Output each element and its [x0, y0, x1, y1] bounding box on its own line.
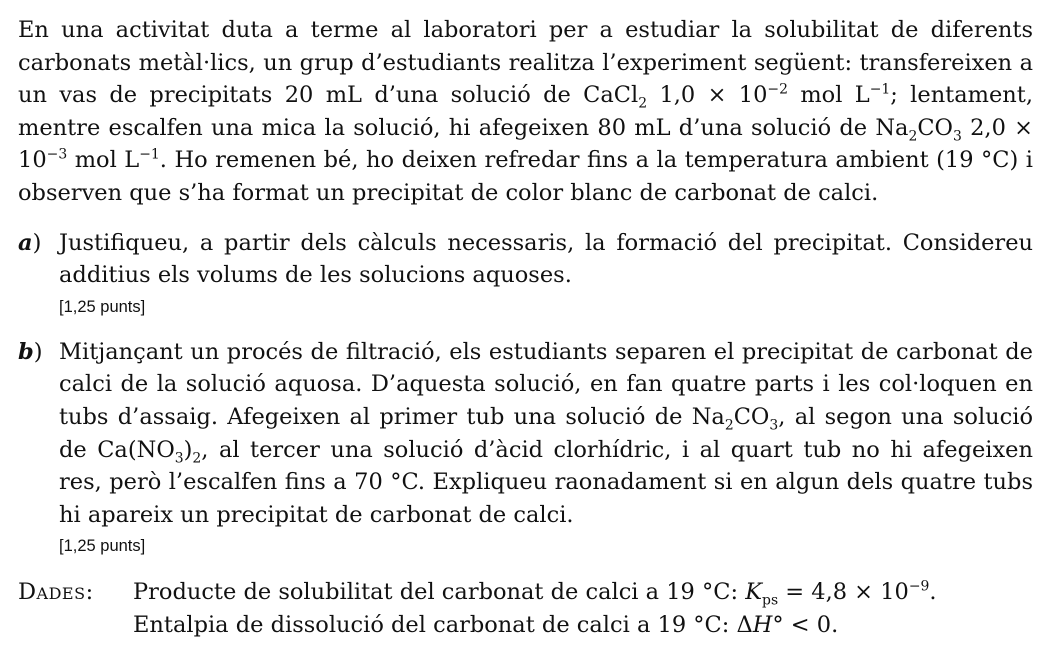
question-a	[18, 227, 1033, 319]
intro-text-2: 1,0 × 10	[647, 82, 768, 109]
intro-text-7: mol L	[67, 147, 140, 174]
data-enthalpy-text: Entalpia de dissolució del carbonat de calci a 19 °C: Δ	[133, 611, 753, 638]
qb-sub-4: 2	[192, 450, 202, 467]
intro-text-6: 2,0 × 10	[18, 114, 1033, 174]
intro-text-4: ; lentament, mentre escalfen una mica la solució, hi afegeixen 80 mL d’una solució de Na	[18, 82, 1033, 141]
qb-sub-2: 3	[769, 417, 779, 434]
qb-sub-3: 3	[174, 450, 184, 467]
qb-text-2: CO	[733, 403, 770, 430]
question-b-points: [1,25 punts]	[59, 537, 146, 556]
data-ksp-value: = 4,8 × 10	[778, 579, 909, 606]
data-heading: Dades:	[18, 579, 94, 606]
intro-sup-6: −3	[46, 146, 68, 163]
intro-text-3: mol L	[787, 82, 870, 109]
question-b-text	[59, 336, 1033, 532]
intro-sup-7: −1	[139, 146, 160, 163]
exam-page	[18, 14, 1033, 642]
data-ksp-subscript: ps	[762, 592, 779, 609]
question-a-points: [1,25 punts]	[59, 297, 146, 316]
intro-paragraph	[18, 14, 1033, 210]
intro-text-5: CO	[917, 114, 953, 141]
question-a-letter: a	[18, 229, 33, 256]
qb-text-1: Mitjançant un procés de filtració, els estudiants separen el precipitat de carbonat de calci de la solució aquosa. D’aquesta solució, en fan quatre parts i les col·loquen en tubs d’assaig. Afegeixen al primer tub una solució de Na	[59, 338, 1033, 430]
intro-sub-4: 2	[908, 128, 918, 145]
data-enthalpy-symbol: H	[752, 611, 773, 638]
data-ksp-symbol: K	[745, 579, 763, 606]
intro-sup-2: −2	[767, 81, 788, 98]
data-ksp-exponent: −9	[908, 578, 930, 595]
data-section	[18, 576, 1033, 641]
data-line-enthalpy	[133, 609, 1033, 642]
question-b-label	[18, 336, 43, 369]
intro-sup-3: −1	[869, 81, 891, 98]
intro-text-1: En una activitat duta a terme al laboratori per a estudiar la solubilitat de diferents carbonats metàl·lics, un grup d’estudiants realitza l’experiment següent: transfereixen a un vas de precipitats 20 mL d’una solució de CaCl	[18, 17, 1033, 109]
qb-text-3: , al segon una solució de Ca(NO	[59, 403, 1033, 463]
data-line-ksp	[133, 576, 1033, 609]
intro-text-8: . Ho remenen bé, ho deixen refredar fins a la temperatura ambient (19 °C) i observen que s’ha format un precipitat de color blanc de carbonat de calci.	[18, 147, 1033, 206]
question-b-letter: b	[18, 338, 34, 365]
intro-sub-5: 3	[952, 128, 962, 145]
data-enthalpy-value: ° < 0.	[772, 611, 839, 638]
qb-sub-1: 2	[724, 417, 734, 434]
data-ksp-period: .	[929, 579, 937, 606]
data-ksp-text: Producte de solubilitat del carbonat de calci a 19 °C:	[133, 579, 746, 606]
question-a-label	[18, 227, 41, 260]
question-a-text: Justifiqueu, a partir dels càlculs necessaris, la formació del precipitat. Considereu additius els volums de les solucions aquoses.	[59, 229, 1033, 289]
question-b	[18, 336, 1033, 559]
qb-text-5: , al tercer una solució d’àcid clorhídric, i al quart tub no hi afegeixen res, però l’escalfen fins a 70 °C. Expliqueu raonadament si en algun dels quatre tubs hi apareix un precipitat de carbonat de calci.	[59, 436, 1033, 528]
qb-text-4: )	[183, 436, 193, 463]
question-a-paren: )	[32, 229, 42, 256]
question-b-paren: )	[33, 338, 43, 365]
intro-sub-1: 2	[638, 95, 648, 112]
